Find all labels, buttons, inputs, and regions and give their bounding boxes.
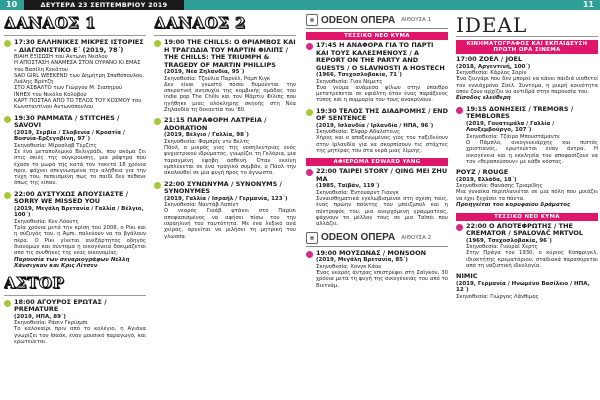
screening-entry <box>154 117 296 176</box>
green-dot-icon <box>4 300 11 307</box>
magenta-dot-icon <box>456 107 463 114</box>
film-director: Σκηνοθεσία: Γιαν Νέμετς <box>316 78 383 85</box>
film-note: Είσοδος ελεύθερη <box>456 95 511 102</box>
page-number-left: 10 <box>6 0 18 9</box>
film-director: Σκηνοθεσία: Τζάιρο Μπουστάμαντε <box>466 133 560 140</box>
venue-title: ODEON ΟΠΕΡΑ <box>321 232 396 244</box>
film-director: Σκηνοθεσία: Κάρλος Σορίν <box>456 70 527 76</box>
film-title: 22:00 ΣΥΝΩΝΥΜΑ / SYNONYMS / SYNONYMES <box>164 179 282 196</box>
film-title: 19:30 ΤΕΛΟΣ ΤΗΣ ΔΙΑΔΡΟΜΗΣ / END OF SENTENCE <box>316 106 448 123</box>
venue-title: ΔΑΝΑΟΣ 1 <box>4 14 96 32</box>
green-dot-icon <box>306 109 313 116</box>
film-meta: (2019, Βέλγιο / Γαλλία, 98΄) <box>164 132 249 139</box>
page-number-right: 11 <box>582 0 594 9</box>
divider <box>154 35 296 36</box>
green-dot-icon <box>4 40 11 47</box>
green-dot-icon <box>154 182 161 189</box>
film-description: Το καλοκαίρι πριν από το κολέγιο, η Αγιάνα γνωρίζει τον Ισαάκ, έναν μουσικό παραγωγό, και ερωτεύεται. <box>14 326 146 345</box>
film-director: Σκηνοθεσία: Έλφαρ Αδαλστέινς <box>316 129 401 136</box>
venue-header <box>306 14 448 29</box>
odeon-logo-icon <box>306 14 318 26</box>
film-title: NIMIC <box>456 272 478 281</box>
film-meta: (2019, Μεγάλη Βρετανία / Γαλλία / Βέλγιο, 100΄) <box>14 205 144 219</box>
film-note: Παρουσία των σεναριογράφων Νέλλη Χάνσιγκαν και Κρις Λίτσεν <box>14 256 130 270</box>
screening-entry <box>306 108 448 155</box>
section-band: ΤΕΣΣΙΚΟ ΝΕΟ ΚΥΜΑ <box>456 213 598 221</box>
divider <box>4 35 146 36</box>
film-note: Προηγείται του κορυφαίου δράματος <box>456 202 571 209</box>
film-director: Σκηνοθεσία: Γιούραϊ Χερτς <box>466 244 538 251</box>
film-director: Σκηνοθεσία: Έντουαρντ Γιανγκ <box>316 189 399 196</box>
screening-entry <box>306 42 448 104</box>
screening-entry <box>4 115 146 187</box>
screening-entry <box>4 39 146 111</box>
divider <box>4 295 146 296</box>
film-description: Σε ένα μεταπολεμικό Βελιγράδι, που ακόμα ζει στις σκιές της σύγκρουσης, μια ράφτρα που έχασε το μωρό της κατά τον τοκετό 18 χρόνια πριν, ψάχνει απεγνωσμένα την αλήθεια για την τύχη του, πεπεισμένη πως το παιδί δεν πέθανε όπως της είπαν. <box>14 148 146 187</box>
screening-entry <box>154 39 296 113</box>
film-description: Πάολ, ο μικρός γιος της νοσηλεύτριας ενός ψυχιατρικού ιδρύματος, γνωρίζει τη Γκλόρια, μια ταραγμένη έφηβη ασθενή. Όταν εκείνη εμπλέκεται σε ένα τραγικό συμβάν, ο Πάολ την ακολουθεί σε μια φυγή προς το άγνωστο. <box>164 145 296 177</box>
film-description: Χήρος και ο αποξενωμένος γιος του ταξιδεύουν στην Ιρλανδία για να σκορπίσουν τις στάχτες της μητέρας του στα νερά μιας λίμνης. <box>316 135 448 155</box>
film-director: Σκηνοθεσία: Κεν Λόουτς <box>14 218 79 225</box>
hall-label: ΑΙΘΟΥΣΑ 2 <box>401 234 432 241</box>
venue-title: ΑΣΤΟΡ <box>4 273 65 292</box>
film-director: Σκηνοθεσία: Γιώργος Λάνθιμος <box>456 293 539 300</box>
column-ideal <box>456 14 598 398</box>
film-meta: (2019, Γουατεμάλα / Γαλλία / Λουξεμβούργο, 107΄) <box>466 120 555 134</box>
column-odeon-opera <box>306 14 448 398</box>
column-danaos-1 <box>4 14 146 398</box>
film-director: Σκηνοθεσία: Χονγκ Κάου <box>316 263 382 270</box>
film-description: Ένα ζευγάρι που δεν μπορεί να κάνει παιδιά υιοθετεί τον εννιάχρονο Ζοέλ. Σύντομα, η μικρή κοινότητα όπου ζουν αρχίζει να αντιδρά στην παρουσία του. <box>456 76 598 95</box>
film-title: 17:45 Η ΑΝΑΦΟΡΑ ΓΙΑ ΤΟ ΠΑΡΤΙ ΚΑΙ ΤΟΥΣ ΚΑΛΕΣΜΕΝΟΥΣ / A REPORT ON THE PARTY AND GUESTS / O SLAVNOSTI A HOSTECH <box>316 41 445 72</box>
short-film-line: ΚΑΡΤ ΠΟΣΤΑΛ ΑΠΟ ΤΟ ΤΕΛΟΣ ΤΟΥ ΚΟΣΜΟΥ του Κωνσταντίνου Αντωνόπουλου <box>14 98 142 111</box>
film-description: Ο νεαρός Γιοάβ φτάνει στο Παρίσι αποφασισμένος να αφήσει πίσω του την ισραηλινή του ταυτότητα. Με ένα λεξικό ανά χείρας, αρνείται να μιλήσει τη μητρική του γλώσσα. <box>164 208 296 240</box>
screening-entry <box>456 273 598 300</box>
film-description: Ένα γεύμα ανάμεσα φίλων στην ύπαιθρο μετατρέπεται σε εφιάλτη όταν ένας παράξενος τύπος και η συμμορία του τους ανακρίνουν. <box>316 84 448 104</box>
short-film-line: Η ΑΠΟΣΤΑΣΗ ΑΝΑΜΕΣΑ ΣΤΟΝ ΟΥΡΑΝΟ ΚΙ ΕΜΑΣ του Βασίλη Κεκάτου <box>14 60 141 73</box>
screening-entry <box>456 223 598 270</box>
green-dot-icon <box>4 192 11 199</box>
short-film-line: ΒΙΑΙΗ ΕΞΙΣΩΣΗ του Αντώνη Νεσλου <box>14 54 108 60</box>
film-title: 17:30 ΕΛΛΗΝΙΚΕΣ ΜΙΚΡΕΣ ΙΣΤΟΡΙΕΣ - ΔΙΑΓΩΝΙΣΤΙΚΟ Ε΄ (2019, 78΄) <box>14 38 144 54</box>
screening-entry <box>456 106 598 165</box>
film-title: 21:15 ΠΑΡΑΦΟΡΗ ΛΑΤΡΕΙΑ / ADORATION <box>164 116 267 132</box>
film-description: Συναισθηματικά εγκλωβισμένοι στη σχέση τους, ένας πρώην παίκτης του μπέιζμπολ και η σύντροφός του, μια ανερχόμενη γραμματέας, ψάχνουν το μέλλον τους σε μια Ταϊπέι που αλλάζει. <box>316 196 448 228</box>
film-meta: (2018, Αργεντινή, 100΄) <box>456 63 531 70</box>
film-description: Ο Πάμπλο, οικογενειάρχης και πιστός χριστιανός, ερωτεύεται έναν άντρα. Η οικογένεια και η εκκλησία του αποφασίζουν να τον «θεραπεύσουν» με κάθε κόστος. <box>466 139 598 165</box>
film-title: 18:00 ΑΓΟΥΡΟΣ ΕΡΩΤΑΣ / PREMATURE <box>14 297 107 314</box>
film-title: 22:00 Ο ΑΠΟΤΕΦΡΩΤΗΣ / THE CREMATOR / SPALOVAČ MRTVOL <box>466 221 584 238</box>
film-title: 19:15 ΔΟΝΗΣΕΙΣ / TREMORS / TEMBLORES <box>466 104 574 121</box>
section-band: ΤΕΣΣΙΚΟ ΝΕΟ ΚΥΜΑ <box>306 32 448 40</box>
date-banner: ΔΕΥΤΕΡΑ 23 ΣΕΠΤΕΜΒΡΙΟΥ 2019 <box>24 0 184 10</box>
film-meta: (2019, ΗΠΑ, 89΄) <box>14 313 66 320</box>
venue-title: ODEON ΟΠΕΡΑ <box>321 14 396 26</box>
screening-entry <box>4 191 146 270</box>
green-dot-icon <box>4 116 11 123</box>
odeon-logo-icon <box>306 232 318 244</box>
film-title: 19:00 ΜΟΥΣΩΝΑΣ / MONSOON <box>316 248 427 257</box>
film-description: Τρία χρόνια μετά την κρίση του 2008, ο Ρίκι και η σύζυγός του, η Άμπι, παλεύουν να τα βγάλουν πέρα. Ο Ρίκι γίνεται ανεξάρτητος οδηγός διανομών και σύντομα η οικογένεια δοκιμάζεται από τις συνθήκες της νέας οικονομίας. <box>14 225 146 257</box>
film-director: Σκηνοθεσία: Μίροσλαβ Τέρζιτς <box>14 142 97 149</box>
film-title: 22:00 ΔΥΣΤΥΧΩΣ ΑΠΟΥΣΙΑΣΤΕ / SORRY WE MISSED YOU <box>14 189 129 206</box>
green-dot-icon <box>154 40 161 47</box>
film-description: Στην Πράγα του 1930, ο κύριος Κόπφριγκλ, ιδιοκτήτης κρεματόριου, σταδιακά παρασύρεται από τη ναζιστική ιδεολογία. <box>466 250 598 269</box>
venue-title: ΔΑΝΑΟΣ 2 <box>154 14 246 32</box>
short-film-line: INHEX του Νικόλα Κολοβού <box>14 91 87 98</box>
screening-entry <box>306 250 448 289</box>
film-director: Σκηνοθεσία: Τζούλια Παρνέλ, Ρόμπ Κιγκ <box>164 75 271 82</box>
film-description: Μια γυναίκα περιπλανιέται σε μια πόλη που μοιάζει να έχει ξεχάσει τα πάντα. <box>456 189 598 202</box>
screening-entry <box>456 169 598 208</box>
film-title: 19:00 THE CHILLS: Ο ΘΡΙΑΜΒΟΣ ΚΑΙ Η ΤΡΑΓΩΔΙΑ ΤΟΥ ΜΑΡΤΙΝ ΦΙΛΙΠΣ / THE CHILLS: THE TRIUMPH & TRAGEDY OF MARTIN PHILLIPS <box>164 38 296 69</box>
film-meta: (2019, Νέα Ζηλανδία, 95΄) <box>164 69 245 75</box>
film-director: Σκηνοθεσία: Ναντάβ Λαπίντ <box>164 202 239 209</box>
film-meta: (1985, Ταϊβάν, 119΄) <box>316 183 380 190</box>
short-film-line: ΣΤΟ ΑΣΒΑΛΤΟ των Γιώργου Μ. Σιαπηρού <box>14 85 123 92</box>
film-description: Ένας νεαρός άντρας επιστρέφει στη Σαϊγκόν, 30 χρόνια μετά τη φυγή της οικογένειάς του από το Βιετνάμ. <box>316 269 448 289</box>
screening-entry <box>154 181 296 240</box>
film-meta: (2019, Γερμανία / Ηνωμένο Βασίλειο / ΗΠΑ, 12΄) <box>456 280 590 294</box>
film-meta: (2019, Ελλάδα, 18΄) <box>456 176 517 183</box>
magenta-dot-icon <box>306 251 313 258</box>
film-title: 22:00 TAIPEI STORY / QING MEI ZHU MA <box>316 167 448 183</box>
film-director: Σκηνοθεσία: Θανάσης Τριαρίδης <box>456 183 543 190</box>
magenta-dot-icon <box>306 169 313 176</box>
film-meta: (2019, Μεγάλη Βρετανία, 85΄) <box>316 257 408 264</box>
magenta-dot-icon <box>456 224 463 231</box>
short-film-line: SAD GIRL WEEKEND των Δημήτρη Σπαθόπουλου, Λιάλης Βρέτζη <box>14 72 144 86</box>
screening-entry <box>4 299 146 346</box>
column-danaos-2 <box>154 14 296 398</box>
film-description: Δεν είναι γνωστό πόσοι θυμούνται την οπερατική ανησυχία της κομβικής ομάδας του indie pop The Chills και τον Μάρτιν Φίλιπς που ηγήθηκε μιας ολόκληρης σκηνής στη Νέα Ζηλανδία τη δεκαετία του '80. <box>164 81 296 113</box>
hall-label: ΑΙΘΟΥΣΑ 1 <box>401 17 432 23</box>
venue-title: IDEAL <box>456 14 598 37</box>
film-title: 19:30 PAMMATA / STITCHES / SAVOVI <box>14 113 120 130</box>
green-dot-icon <box>154 118 161 125</box>
section-band: ΑΦΙΕΡΩΜΑ EDWARD YANG <box>306 158 448 166</box>
film-director: Σκηνοθεσία: Ράσιν Γκρίσμπι <box>14 320 88 327</box>
film-meta: (1969, Τσεχοσλοβακία, 96΄) <box>466 237 552 244</box>
film-meta: (2019, Σερβία / Σλοβενία / Κροατία / Βοσνία-Ερζεγοβίνη, 97΄) <box>14 129 125 143</box>
film-meta: (1966, Τσεχοσλοβακία, 71΄) <box>316 72 402 78</box>
venue-header <box>306 232 448 247</box>
film-title: ΡΟΥΖ / ROUGE <box>456 168 509 177</box>
film-director: Σκηνοθεσία: Φαμπρίς ντυ Βελτς <box>164 138 250 145</box>
magenta-dot-icon <box>306 43 313 50</box>
screening-entry <box>456 56 598 102</box>
screening-entry <box>306 168 448 227</box>
film-meta: (2019, Ισλανδία / Ιρλανδία / ΗΠΑ, 96΄) <box>316 122 434 129</box>
section-band: ΚΙΝΗΜΑΤΟΓΡΑΦΟΣ ΚΑΙ ΕΚΠΑΙΔΕΥΣΗ ΠΡΩΤΗ ΟΡΑ ΣΙΝΕΜΑ <box>456 40 598 54</box>
film-meta: (2019, Γαλλία / Ισραήλ / Γερμανία, 123΄) <box>164 195 288 202</box>
film-title: 17:00 ΖΟΕΛ / JOEL <box>456 55 523 63</box>
